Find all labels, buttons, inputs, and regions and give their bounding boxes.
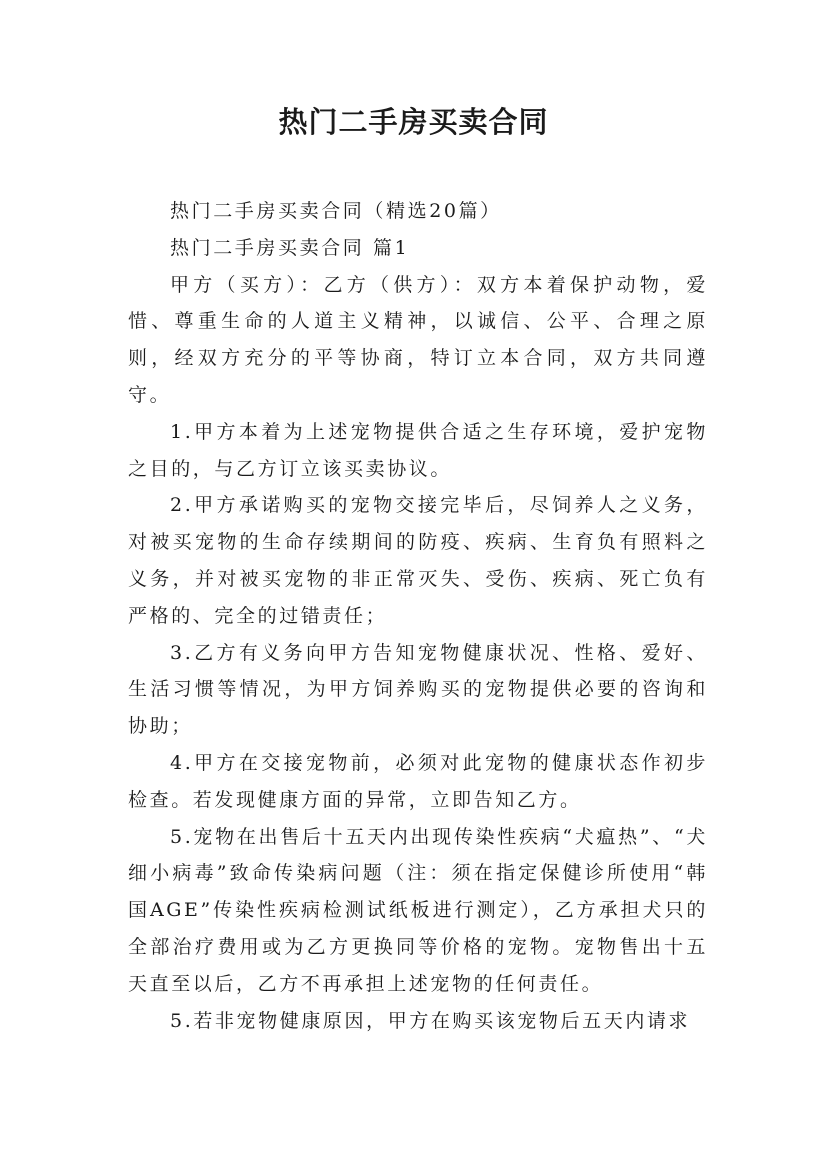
paragraph-clause-5: 5.宠物在出售后十五天内出现传染性疾病“犬瘟热”、“犬细小病毒”致命传染病问题（注：须在指定保健诊所使用“韩国AGE”传染性疾病检测试纸板进行测定），乙方承担犬只的全部治疗费用或为乙方更换同等价格的宠物。宠物售出十五天直至以后，乙方不再承担上述宠物的任何责任。 bbox=[128, 825, 708, 995]
document-body bbox=[128, 193, 708, 1039]
paragraph-section-heading: 热门二手房买卖合同 篇1 bbox=[170, 236, 410, 259]
paragraph-parties: 甲方（买方）：乙方（供方）：双方本着保护动物，爱惜、尊重生命的人道主义精神，以诚信、公平、合理之原则，经双方充分的平等协商，特订立本合同，双方共同遵守。 bbox=[128, 273, 708, 406]
paragraph-subtitle: 热门二手房买卖合同（精选20篇） bbox=[170, 200, 502, 222]
paragraph-clause-4: 4.甲方在交接宠物前，必须对此宠物的健康状态作初步检查。若发现健康方面的异常，立即告知乙方。 bbox=[128, 751, 708, 811]
paragraph-clause-5b: 5.若非宠物健康原因，甲方在购买该宠物后五天内请求 bbox=[170, 1009, 691, 1032]
paragraph-clause-3: 3.乙方有义务向甲方告知宠物健康状况、性格、爱好、生活习惯等情况，为甲方饲养购买的宠物提供必要的咨询和协助； bbox=[128, 641, 708, 738]
paragraph-clause-1: 1.甲方本着为上述宠物提供合适之生存环境，爱护宠物之目的，与乙方订立该买卖协议。 bbox=[128, 420, 708, 480]
paragraph-clause-2: 2.甲方承诺购买的宠物交接完毕后，尽饲养人之义务，对被买宠物的生命存续期间的防疫、疾病、生育负有照料之义务，并对被买宠物的非正常灭失、受伤、疾病、死亡负有严格的、完全的过错责任； bbox=[128, 494, 708, 627]
document-title: 热门二手房买卖合同 bbox=[278, 105, 549, 139]
